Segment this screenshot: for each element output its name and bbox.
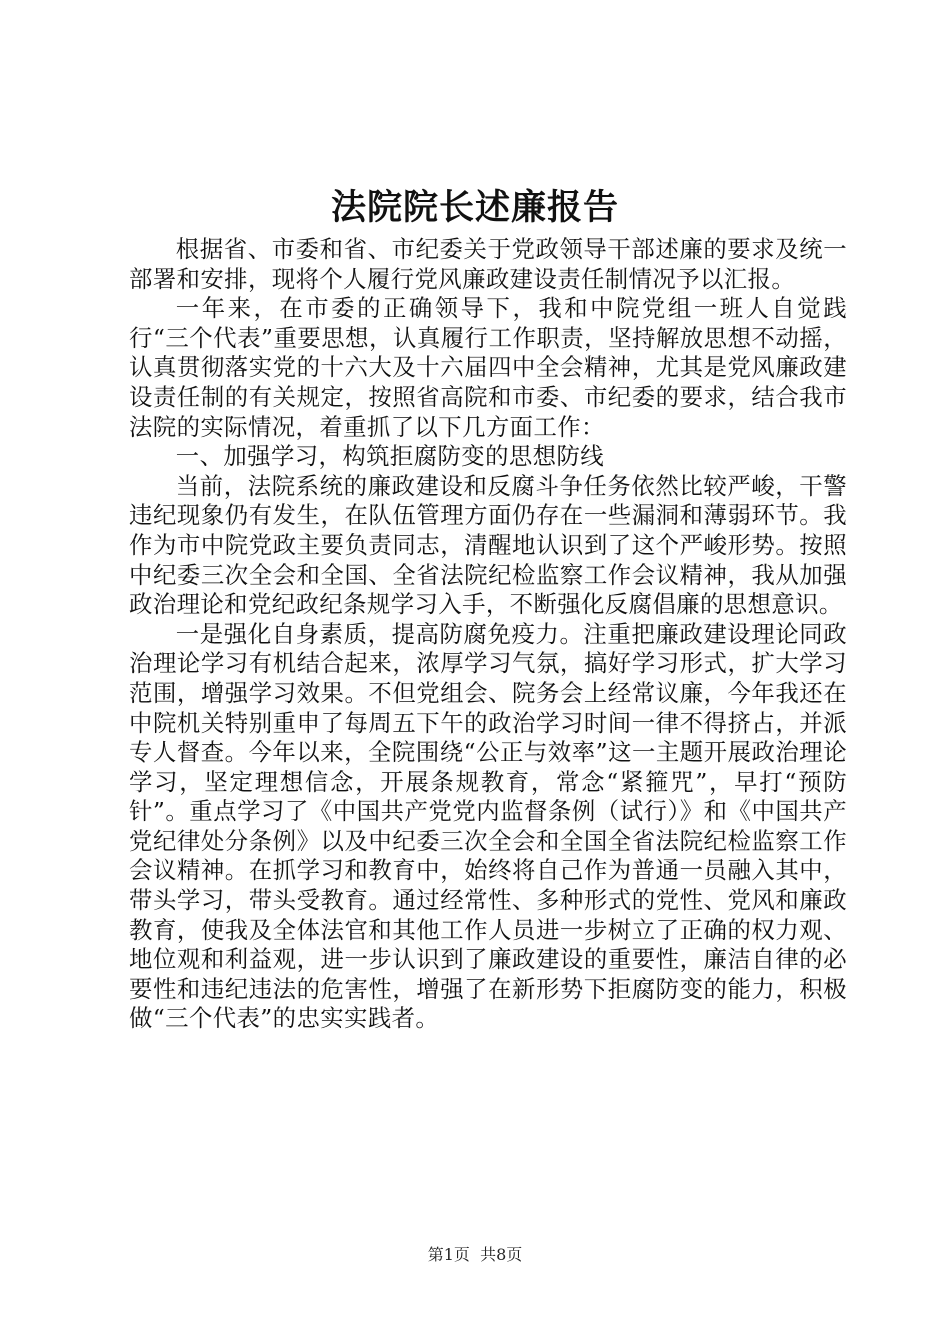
document-body [129,235,847,1034]
document-title: 法院院长述廉报告 [330,187,619,228]
page-number: 第1页 [427,1245,470,1264]
paragraph-point-one: 一是强化自身素质，提高防腐免疫力。注重把廉政建设理论同政治理论学习有机结合起来，浓厚学习气氛，搞好学习形式，扩大学习范围，增强学习效果。不但党组会、院务会上经常议廉，今年我还在中院机关特别重申了每周五下午的政治学习时间一律不得挤占，并派专人督查。今年以来，全院围绕“公正与效率”这一主题开展政治理论学习，坚定理想信念，开展条规教育，常念“紧箍咒”，早打“预防针”。重点学习了《中国共产党党内监督条例（试行）》和《中国共产党纪律处分条例》以及中纪委三次全会和全国全省法院纪检监察工作会议精神。在抓学习和教育中，始终将自己作为普通一员融入其中，带头学习，带头受教育。通过经常性、多种形式的党性、党风和廉政教育，使我及全体法官和其他工作人员进一步树立了正确的权力观、地位观和利益观，进一步认识到了廉政建设的重要性，廉洁自律的必要性和违纪违法的危害性，增强了在新形势下拒腐防变的能力，积极做“三个代表”的忠实实践者。 [129,619,847,1033]
page-footer [0,1244,950,1266]
paragraph-overview: 一年来，在市委的正确领导下，我和中院党组一班人自觉践行“三个代表”重要思想，认真履行工作职责，坚持解放思想不动摇，认真贯彻落实党的十六大及十六届四中全会精神，尤其是党风廉政建设责任制的有关规定，按照省高院和市委、市纪委的要求，结合我市法院的实际情况，着重抓了以下几方面工作： [129,294,847,441]
section-heading: 一、加强学习，构筑拒腐防变的思想防线 [175,442,605,471]
page-total: 共8页 [480,1245,523,1264]
paragraph-situation: 当前，法院系统的廉政建设和反腐斗争任务依然比较严峻，干警违纪现象仍有发生，在队伍管理方面仍存在一些漏洞和薄弱环节。我作为市中院党政主要负责同志，清醒地认识到了这个严峻形势。按照中纪委三次全会和全国、全省法院纪检监察工作会议精神，我从加强政治理论和党纪政纪条规学习入手，不断强化反腐倡廉的思想意识。 [129,471,847,619]
paragraph-intro: 根据省、市委和省、市纪委关于党政领导干部述廉的要求及统一部署和安排，现将个人履行党风廉政建设责任制情况予以汇报。 [129,235,847,293]
footer-separator [470,1245,480,1264]
